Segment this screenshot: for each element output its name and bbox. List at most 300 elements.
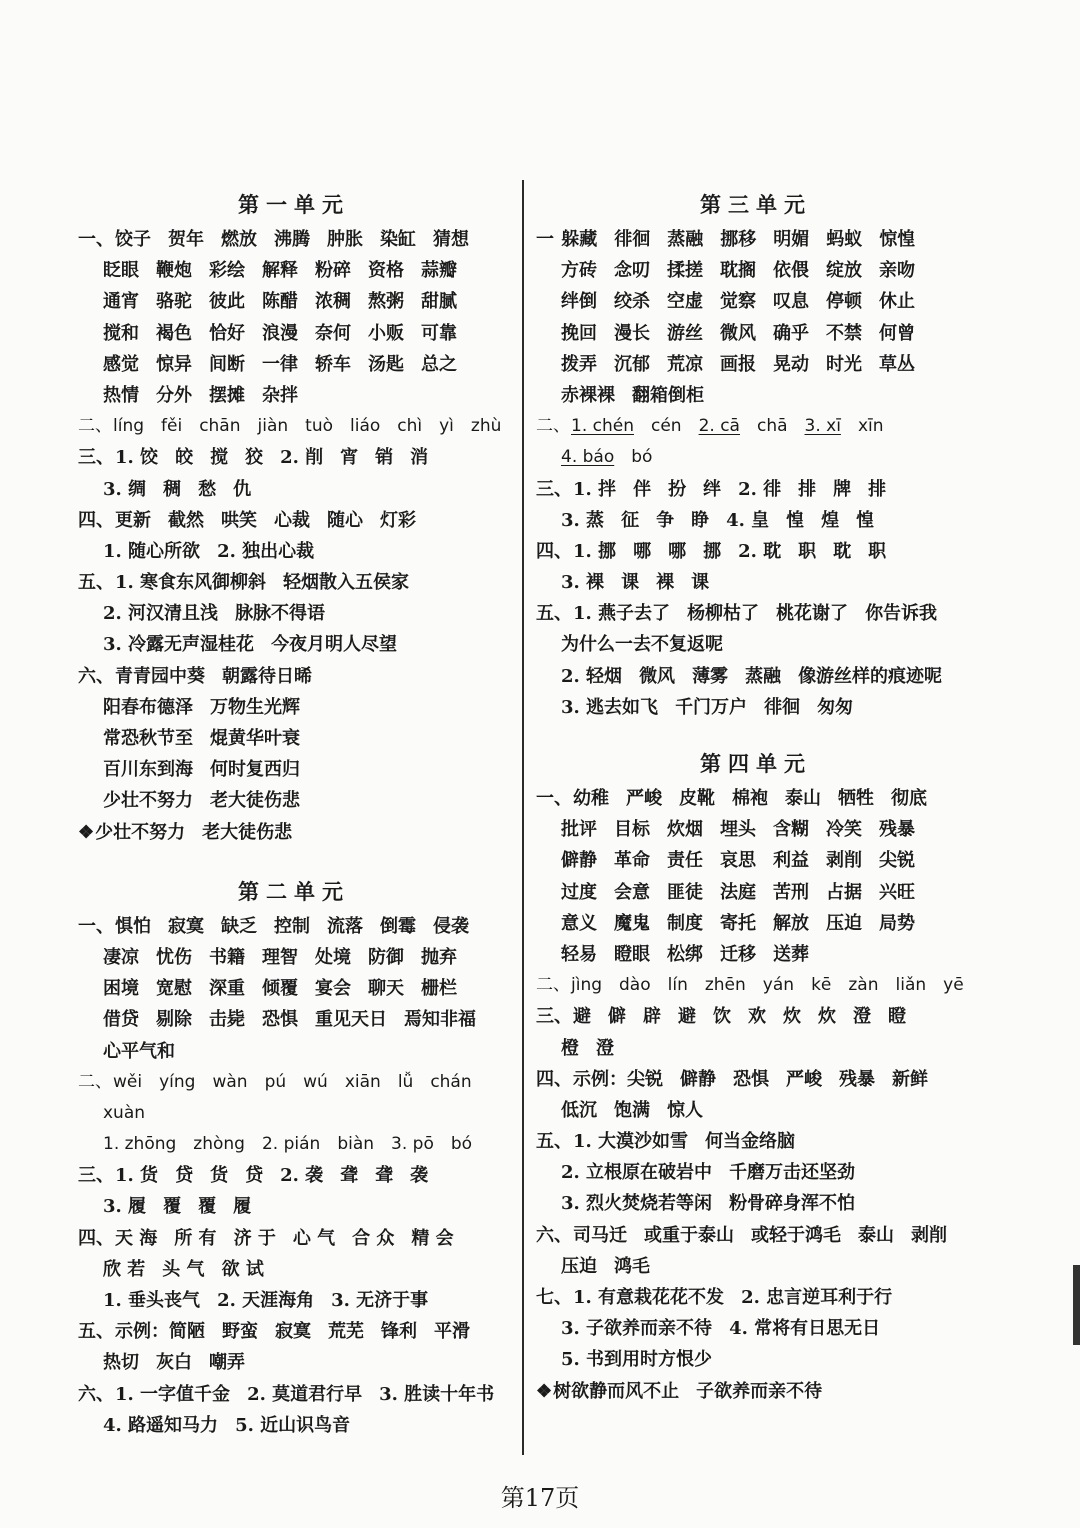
answer-token: 澄 xyxy=(596,1037,614,1059)
answer-token: wàn xyxy=(212,1071,248,1092)
answer-token: xīn xyxy=(857,416,884,437)
answer-line xyxy=(536,1376,976,1407)
answer-token: 鸿毛 xyxy=(614,1255,650,1277)
answer-token: 覆 xyxy=(198,1196,217,1218)
answer-line xyxy=(78,224,510,255)
answer-token: 流落 xyxy=(327,915,363,937)
answer-token: 老大徒伤悲 xyxy=(210,790,300,812)
answer-line xyxy=(78,1285,510,1316)
answer-token: 寂寞 xyxy=(168,915,204,937)
answer-token: 绽放 xyxy=(826,260,862,282)
answer-token: 贷 xyxy=(175,1165,194,1187)
answer-token: 晃动 xyxy=(773,353,809,375)
answer-token: 防御 xyxy=(368,946,404,968)
answer-line xyxy=(536,845,976,876)
answer-token: 3. 裸 xyxy=(561,572,605,594)
answer-token: 哄笑 xyxy=(221,509,257,531)
answer-token: 草丛 xyxy=(879,353,915,375)
answer-token: 不禁 xyxy=(826,322,862,344)
answer-token: 课 xyxy=(691,572,710,594)
answer-token: 时光 xyxy=(826,353,862,375)
question-label: 六、 xyxy=(78,665,114,687)
answer-token: 截然 xyxy=(168,509,204,531)
answer-token: 挪 xyxy=(703,540,722,562)
answer-token: 热切 xyxy=(103,1352,139,1374)
answer-token: 空虚 xyxy=(667,291,703,313)
answer-line xyxy=(78,1129,510,1160)
answer-line xyxy=(536,1344,976,1375)
answer-token: 寂寞 xyxy=(275,1321,311,1343)
answer-line xyxy=(78,911,510,942)
answer-token: 亲吻 xyxy=(879,260,915,282)
answer-token: 3. 蒸 xyxy=(561,509,605,531)
answer-token: 挽回 xyxy=(561,322,597,344)
answer-token: 1. chén xyxy=(571,416,634,437)
answer-line xyxy=(536,1033,976,1064)
question-label: 四、 xyxy=(536,540,572,562)
answer-line xyxy=(536,1095,976,1126)
answer-token: 1. 拌 xyxy=(573,478,617,500)
answer-token: 拨弄 xyxy=(561,353,597,375)
answer-token: 仇 xyxy=(233,478,252,500)
right-column xyxy=(536,186,976,1407)
answer-token: 剔除 xyxy=(156,1009,192,1031)
answer-token: 总之 xyxy=(421,353,457,375)
question-label: 五、 xyxy=(78,572,114,594)
answer-token: 3. 逃去如飞 xyxy=(561,696,659,718)
answer-token: 饱满 xyxy=(614,1099,650,1121)
answer-token: 徘徊 xyxy=(764,696,801,718)
answer-token: 今夜月明人尽望 xyxy=(271,634,398,656)
answer-token: 3. 烈火焚烧若等闲 xyxy=(561,1193,713,1215)
answer-token: chā xyxy=(756,416,788,437)
answer-token: 锋利 xyxy=(381,1321,417,1343)
answer-token: 倒霉 xyxy=(380,915,416,937)
answer-token: 恰好 xyxy=(209,322,245,344)
answer-token: 低沉 xyxy=(561,1099,597,1121)
answer-token: 躲藏 xyxy=(561,229,598,250)
answer-token: 恐惧 xyxy=(733,1068,769,1090)
answer-token: 寄托 xyxy=(720,912,756,934)
answer-token: 焜黄华叶衰 xyxy=(210,728,300,749)
answer-token: 心平气和 xyxy=(103,1040,175,1062)
answer-line xyxy=(78,754,510,785)
answer-line xyxy=(78,1191,510,1222)
answer-token: 重见天日 xyxy=(315,1009,387,1031)
answer-line xyxy=(536,814,976,845)
answer-token: 意义 xyxy=(561,912,597,934)
answer-token: 灯彩 xyxy=(380,509,416,531)
answer-token: 5. 近山识鸟音 xyxy=(235,1414,351,1436)
answer-token: 3. 子欲养而亲不待 xyxy=(561,1318,713,1340)
answer-line xyxy=(536,1157,976,1188)
answer-token: 游丝 xyxy=(667,322,703,344)
answer-line xyxy=(536,877,976,908)
answer-token: 牌 xyxy=(833,478,852,500)
answer-token: yíng xyxy=(159,1071,196,1092)
answer-line xyxy=(78,973,510,1004)
answer-token: 肿胀 xyxy=(327,229,363,250)
answer-line xyxy=(78,1316,510,1347)
answer-token: 奈何 xyxy=(315,322,351,344)
answer-token: 小贩 xyxy=(368,322,404,344)
answer-token: 欣 若 xyxy=(103,1258,146,1280)
answer-token: 压迫 xyxy=(561,1255,597,1277)
answer-line xyxy=(536,970,976,1001)
answer-token: 念叨 xyxy=(614,260,650,282)
answer-token: 借贷 xyxy=(103,1009,139,1031)
answer-token: 徘徊 xyxy=(614,229,651,250)
answer-token: 魔鬼 xyxy=(614,912,650,934)
answer-line xyxy=(78,1379,510,1410)
answer-line xyxy=(78,1036,510,1067)
answer-line xyxy=(78,411,510,442)
answer-line xyxy=(536,629,976,660)
answer-token: 司马迁 xyxy=(573,1224,627,1246)
answer-token: 狡 xyxy=(245,447,264,469)
answer-token: 汤匙 xyxy=(368,353,404,375)
answer-token: 消 xyxy=(410,447,429,469)
answer-token: 幼稚 xyxy=(573,788,609,809)
answer-line xyxy=(78,380,510,411)
answer-token: 燃放 xyxy=(221,229,257,250)
answer-line xyxy=(78,785,510,816)
answer-token: 覆 xyxy=(163,1196,182,1218)
answer-token: 3. 冷露无声湿桂花 xyxy=(103,634,255,656)
answer-line xyxy=(536,1064,976,1095)
answer-token: 贷 xyxy=(245,1165,264,1187)
answer-token: 心裁 xyxy=(274,509,310,531)
answer-token: 2. 徘 xyxy=(738,478,782,500)
unit-1-answers xyxy=(78,224,510,848)
answer-token: 惶 xyxy=(856,509,875,531)
answer-token: 蒜瓣 xyxy=(421,260,457,282)
answer-token: 你告诉我 xyxy=(865,603,938,625)
answer-token: 1. 垂头丧气 xyxy=(103,1290,201,1311)
answer-token: 千磨万击还坚劲 xyxy=(729,1162,856,1184)
answer-token: 朝露待日晞 xyxy=(222,665,312,687)
page-edge-mark xyxy=(1073,1265,1080,1345)
answer-token: 苦刑 xyxy=(773,881,809,903)
answer-token: 残暴 xyxy=(839,1068,875,1090)
answer-token: 橙 xyxy=(561,1037,579,1059)
column-divider xyxy=(522,180,524,1455)
question-label: 二、 xyxy=(78,416,112,437)
answer-token: 宽慰 xyxy=(156,978,192,1000)
answer-token: 迁移 xyxy=(720,943,756,965)
answer-token: 责任 xyxy=(667,850,703,872)
answer-line xyxy=(78,629,510,660)
answer-line xyxy=(536,380,976,411)
answer-token: 荒凉 xyxy=(667,353,703,375)
answer-token: 袭 xyxy=(410,1165,429,1187)
answer-token: 蒸融 xyxy=(745,665,782,687)
answer-token: 职 xyxy=(798,540,817,562)
answer-token: zàn xyxy=(848,975,879,996)
answer-token: 甜腻 xyxy=(421,291,457,313)
answer-token: 泰山 xyxy=(858,1224,894,1246)
answer-line xyxy=(536,783,976,814)
question-label: 二、 xyxy=(536,416,570,437)
answer-token: 聋 xyxy=(375,1165,394,1187)
answer-token: 理智 xyxy=(262,946,298,968)
answer-token: 4. 路遥知马力 xyxy=(103,1414,219,1436)
answer-line xyxy=(536,349,976,380)
answer-token: 何曾 xyxy=(879,322,915,344)
answer-token: 贺年 xyxy=(168,229,204,250)
answer-token: 货 xyxy=(210,1165,229,1187)
answer-token: 含糊 xyxy=(773,819,809,841)
answer-token: 合 众 xyxy=(352,1227,395,1249)
answer-token: 课 xyxy=(621,572,640,594)
answer-token: 避 xyxy=(573,1006,591,1028)
answer-token: 野蛮 xyxy=(222,1321,258,1343)
answer-token: 1. zhōng xyxy=(103,1134,177,1155)
answer-token: zhòng xyxy=(193,1134,245,1155)
answer-token: 宵 xyxy=(340,447,359,469)
answer-token: 僻静 xyxy=(561,850,597,872)
answer-token: 2. pián xyxy=(261,1134,321,1155)
answer-token: 冷笑 xyxy=(826,819,862,841)
answer-token: liǎn xyxy=(895,975,927,996)
answer-token: chán xyxy=(430,1071,472,1092)
answer-token: 击毙 xyxy=(209,1009,245,1031)
question-label: 五、 xyxy=(536,603,572,625)
answer-token: 微风 xyxy=(639,665,676,687)
answer-token: 3. 绸 xyxy=(103,478,147,500)
answer-token: 蒸融 xyxy=(667,229,704,250)
answer-token: 排 xyxy=(798,478,817,500)
answer-token: 匆匆 xyxy=(817,696,854,718)
answer-token: 1. 大漠沙如雪 xyxy=(573,1131,689,1153)
answer-token: 鞭炮 xyxy=(156,260,192,282)
answer-token: 树欲静而风不止 xyxy=(553,1380,680,1402)
answer-token: 何当金络脑 xyxy=(705,1131,796,1153)
answer-token: 觉察 xyxy=(720,291,756,313)
answer-token: 资格 xyxy=(368,260,404,282)
answer-token: 浪漫 xyxy=(262,322,298,344)
answer-token: 子欲养而亲不待 xyxy=(696,1380,823,1402)
answer-token: 分外 xyxy=(156,384,192,406)
answer-line xyxy=(78,474,510,505)
answer-token: 示例：简陋 xyxy=(115,1321,205,1343)
answer-token: zhù xyxy=(470,416,502,437)
answer-token: 1. 有意栽花花不发 xyxy=(573,1287,725,1308)
page-number: 第17页 xyxy=(500,1484,580,1512)
answer-token: 新鲜 xyxy=(892,1068,928,1090)
answer-token: 1. 货 xyxy=(115,1165,159,1187)
answer-token: 济 于 xyxy=(233,1227,276,1249)
answer-token: 1. 燕子去了 xyxy=(573,603,671,625)
answer-token: chì xyxy=(397,416,423,437)
answer-token: 挪移 xyxy=(720,229,757,250)
question-label: 三、 xyxy=(78,1165,114,1187)
answer-token: 热情 xyxy=(103,384,139,406)
question-label: ❖ xyxy=(536,1380,553,1402)
answer-line xyxy=(78,255,510,286)
answer-token: 杂拌 xyxy=(262,384,298,406)
question-label: 三、 xyxy=(536,1006,572,1028)
answer-line xyxy=(536,661,976,692)
answer-line xyxy=(536,505,976,536)
answer-token: 扮 xyxy=(668,478,687,500)
question-label: 四、 xyxy=(78,1227,114,1249)
answer-token: 严峻 xyxy=(626,788,662,809)
answer-token: 炊烟 xyxy=(667,819,703,841)
answer-line xyxy=(536,567,976,598)
answer-line xyxy=(78,661,510,692)
answer-token: 沸腾 xyxy=(274,229,310,250)
answer-token: chān xyxy=(199,416,241,437)
answer-token: 2. 立根原在破岩中 xyxy=(561,1162,713,1184)
answer-token: jìng xyxy=(571,975,603,996)
question-label: 五、 xyxy=(78,1321,114,1343)
answer-token: 饺子 xyxy=(115,229,151,250)
answer-token: liáo xyxy=(350,416,381,437)
answer-token: 1. 随心所欲 xyxy=(103,540,201,562)
answer-line xyxy=(78,567,510,598)
question-label: 一、 xyxy=(536,788,572,809)
answer-token: 饮 xyxy=(713,1006,731,1028)
answer-token: 松绑 xyxy=(667,943,703,965)
answer-token: 4. 皇 xyxy=(726,509,770,531)
answer-token: 送葬 xyxy=(773,943,809,965)
answer-token: 职 xyxy=(868,540,887,562)
answer-token: 制度 xyxy=(667,912,703,934)
answer-token: 或轻于鸿毛 xyxy=(751,1224,841,1246)
answer-token: 绞杀 xyxy=(614,291,650,313)
answer-line xyxy=(78,442,510,473)
answer-token: 1. 饺 xyxy=(115,447,159,469)
answer-token: tuò xyxy=(305,416,333,437)
answer-token: 更新 xyxy=(115,509,151,531)
answer-token: 僻 xyxy=(608,1006,626,1028)
unit-2-answers xyxy=(78,911,510,1441)
answer-token: dào xyxy=(619,975,651,996)
answer-token: 陈醋 xyxy=(262,291,298,313)
answer-token: 棉袍 xyxy=(732,788,768,809)
answer-token: 焉知非福 xyxy=(404,1009,476,1031)
answer-token: 3. 胜读十年书 xyxy=(379,1383,495,1405)
answer-token: 倾覆 xyxy=(262,978,298,1000)
question-label: 一、 xyxy=(78,915,114,937)
answer-token: 2. 忠言逆耳利于行 xyxy=(741,1287,893,1308)
answer-token: 批评 xyxy=(561,819,597,841)
answer-token: 征 xyxy=(621,509,640,531)
answer-token: 目标 xyxy=(614,819,650,841)
answer-token: 明媚 xyxy=(773,229,810,250)
answer-token: 可靠 xyxy=(421,322,457,344)
answer-token: yán xyxy=(762,975,795,996)
answer-line xyxy=(78,349,510,380)
answer-token: 确乎 xyxy=(773,322,809,344)
answer-token: 牺牲 xyxy=(838,788,874,809)
answer-token: 翻箱倒柜 xyxy=(632,384,704,406)
answer-token: 惊异 xyxy=(156,353,192,375)
question-label: 三、 xyxy=(536,478,572,500)
answer-token: 深重 xyxy=(209,978,245,1000)
answer-token: 2. 耽 xyxy=(738,540,782,562)
answer-token: 5. 书到用时方恨少 xyxy=(561,1349,713,1371)
answer-token: 眨眼 xyxy=(103,260,139,282)
answer-token: lǚ xyxy=(397,1071,414,1092)
answer-token: 惶 xyxy=(786,509,805,531)
answer-token: 避 xyxy=(678,1006,696,1028)
answer-line xyxy=(78,1410,510,1441)
answer-token: 僻静 xyxy=(680,1068,716,1090)
answer-token: 2. cā xyxy=(698,416,740,437)
answer-token: wú xyxy=(303,1071,328,1092)
answer-token: 侵袭 xyxy=(433,915,469,937)
answer-token: bó xyxy=(450,1134,473,1155)
answer-token: 或重于泰山 xyxy=(644,1224,734,1246)
answer-token: 搅 xyxy=(210,447,229,469)
answer-token: 所 有 xyxy=(174,1227,217,1249)
answer-token: 3. pō xyxy=(391,1134,434,1155)
answer-token: 匪徒 xyxy=(667,881,703,903)
answer-token: 瞪 xyxy=(888,1006,906,1028)
answer-line xyxy=(78,1347,510,1378)
answer-token: 3. 履 xyxy=(103,1196,147,1218)
answer-line xyxy=(536,598,976,629)
answer-token: 履 xyxy=(233,1196,252,1218)
answer-token: 揉搓 xyxy=(667,260,703,282)
unit-4-title: 第四单元 xyxy=(700,751,812,776)
answer-token: 1. 挪 xyxy=(573,540,617,562)
answer-token: 炊 xyxy=(818,1006,836,1028)
answer-line xyxy=(536,908,976,939)
answer-line xyxy=(78,1223,510,1254)
answer-token: 2. 河汉清且浅 xyxy=(103,603,219,625)
answer-token: xiān xyxy=(344,1071,381,1092)
answer-token: 蚂蚁 xyxy=(826,229,863,250)
answer-line xyxy=(78,598,510,629)
answer-token: 利益 xyxy=(773,850,809,872)
answer-token: 哀思 xyxy=(720,850,756,872)
answer-token: 过度 xyxy=(561,881,597,903)
answer-line xyxy=(78,1160,510,1191)
answer-token: 轿车 xyxy=(315,353,351,375)
answer-line xyxy=(536,536,976,567)
answer-token: 猜想 xyxy=(433,229,469,250)
answer-token: 剥削 xyxy=(911,1224,947,1246)
answer-line xyxy=(78,1254,510,1285)
answer-token: 哪 xyxy=(633,540,652,562)
answer-token: 炊 xyxy=(783,1006,801,1028)
answer-token: 2. 天涯海角 xyxy=(217,1290,315,1311)
answer-token: 感觉 xyxy=(103,353,139,375)
question-label: 七、 xyxy=(536,1287,572,1308)
answer-token: 局势 xyxy=(879,912,915,934)
answer-token: 4. báo xyxy=(561,447,615,468)
answer-token: 休止 xyxy=(879,291,915,313)
answer-line xyxy=(78,942,510,973)
answer-token: 澄 xyxy=(853,1006,871,1028)
answer-token: 宴会 xyxy=(315,978,351,1000)
answer-token: 沉郁 xyxy=(614,353,650,375)
answer-token: 排 xyxy=(868,478,887,500)
question-label: ❖ xyxy=(78,821,95,843)
answer-token: 1. 寒食东风御柳斜 xyxy=(115,572,267,594)
answer-line xyxy=(536,224,976,255)
answer-line xyxy=(536,1282,976,1313)
answer-token: 压迫 xyxy=(826,912,862,934)
answer-token: 困境 xyxy=(103,978,139,1000)
answer-token: 彩绘 xyxy=(209,260,245,282)
answer-line xyxy=(536,1188,976,1219)
answer-token: 辟 xyxy=(643,1006,661,1028)
answer-token: kē xyxy=(811,975,832,996)
